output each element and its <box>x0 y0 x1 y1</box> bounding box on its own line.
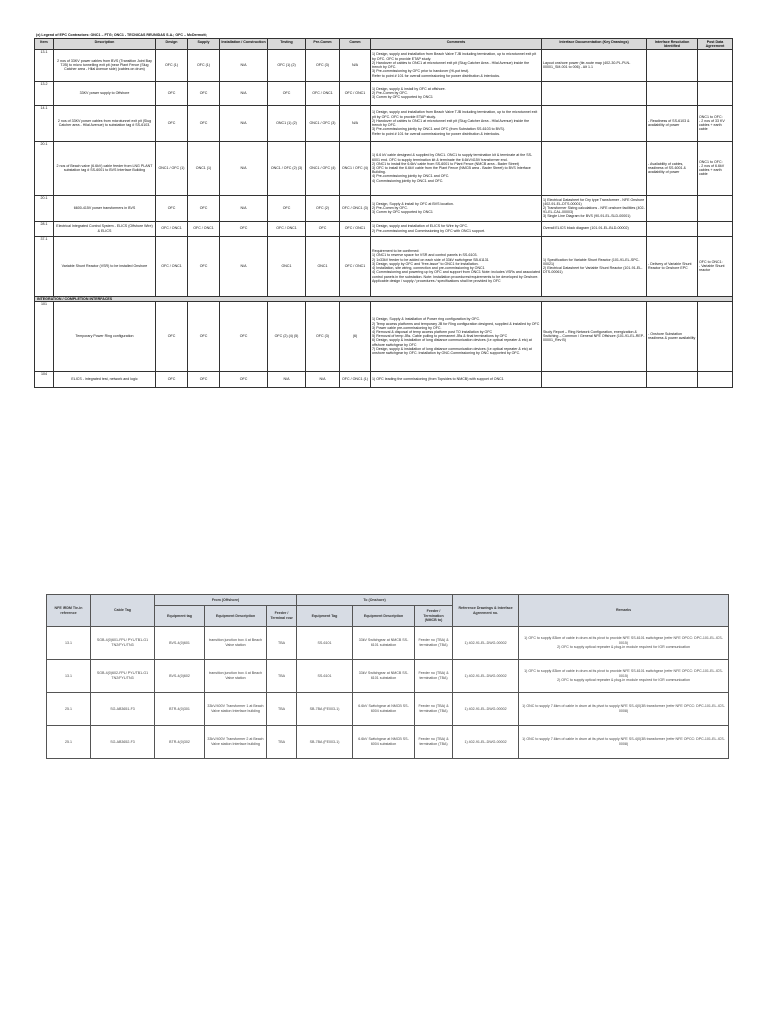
group-header-row <box>47 595 729 606</box>
cell-precomm: ONC1 / OFC (3) <box>306 105 340 141</box>
cell-design: OFC <box>156 81 188 105</box>
cell-install: OFC <box>220 371 268 387</box>
cell-post <box>698 221 733 236</box>
cell-cable: SGB-4(0)602-FPL/ PYL/TB1-G1 TN2/FYL/TN3 <box>91 660 155 693</box>
cell-item: 20.1 <box>35 141 54 195</box>
cell-testing: N/A <box>268 371 306 387</box>
column-header: Interface Resolution Identified <box>647 39 698 50</box>
cell-desc: Variable Shunt Reactor (VSR) to be installed Onshore <box>54 236 156 296</box>
cell-ref: 25.1 <box>47 726 91 759</box>
cell-docs: Study Report – Ring Network Configuration, energization & Switching – Common / General NFE Offshore (101-91-EL-REP-00001_Rev B) <box>542 301 647 371</box>
cell-tdesc: 33kV Switchgear at NMCB SS-6101 substation <box>353 627 415 660</box>
table-header-row <box>35 39 733 50</box>
cell-resolution: - Delivery of Variable Shunt Reactor to Onshore EPC <box>647 236 698 296</box>
cell-remarks: 1) OFC to supply 83km of cable in drum at its pivot to provide NFE SS-6101 switchgear (refer NFE OPCC: DPC-101-EL-ICS-0015) 2) OFC to supply optical repeater & plug-in module required for IGR communication <box>519 660 729 693</box>
cell-desc: 2 nos of 33KV power cables from microtunnel exit pit (Slug Catcher area - Hilal Avenue) to substation tag # SS-6103. <box>54 105 156 141</box>
cell-desc: Temporary Power Ring configuration <box>54 301 156 371</box>
cell-post <box>698 81 733 105</box>
cell-edesc: transition junction box 4 at Beach Valve station <box>205 660 267 693</box>
group-from-header: From (Offshore) <box>155 595 297 606</box>
cell-resolution: - Readiness of SS-6103 & availability of power <box>647 105 698 141</box>
cell-docs <box>542 141 647 195</box>
header-cell: Reference Drawings & Interface Agreement no. <box>453 595 519 627</box>
cell-comments: 1) Design, supply and installation from Beach Valve TJB including termination, up to microtunnel exit pit by OFC. OFC to provide ETAP study. 2) Handover of cables to ONC1 at microtunnel exit pit (Slug Catcher Area - Hilal Avenue) inside the trench by OFC. 3) Pre-commissioning by OFC prior to handover (Hi-pot test). Refer to point # 101 for overall commissioning for power distribution & interlocks. <box>371 49 542 81</box>
table-row <box>35 81 733 105</box>
cable-schedule-table <box>46 594 729 759</box>
cell-comments: Requirement to be confirmed: 1) ONC1 to reserve space for VSR and control panels in SS-6103. 2) 1x33kV feeder to be added on each side of 33kV switchgear SB-61131 3) Design, supply by OFC and "free-issue" to ONC1 for installation. 4) Installation, site wiring, connection and pre-commissioning by ONC1 4) Commissioning and powering up by OFC and support from ONC1 Note: includes VSRs and associated control panels in the substation. Note: Installation procedures/requirements to be developed by Onshore. Applicable design / supply / procedures / specifications shall be provided by OFC <box>371 236 542 296</box>
column-header: Feeder / Termination (NMCB to) <box>415 606 453 627</box>
cell-post <box>698 49 733 81</box>
cell-item: 13.2 <box>35 81 54 105</box>
cell-cable: SG-AB3651-F3 <box>91 693 155 726</box>
column-header: Testing <box>268 39 306 50</box>
column-header: Item <box>35 39 54 50</box>
header-cell: Remarks <box>519 595 729 627</box>
table-row <box>35 371 733 387</box>
cell-testing: OFC <box>268 81 306 105</box>
column-header: Supply <box>188 39 220 50</box>
cell-resolution <box>647 49 698 81</box>
cell-item: 28.1 <box>35 221 54 236</box>
header-cell: NFE IRDM Tie-in reference <box>47 595 91 627</box>
table-body <box>35 49 733 387</box>
column-header: Design <box>156 39 188 50</box>
cell-comments: 1) OFC leading the commissioning (from Topsides to NMCB) with support of ONC1 <box>371 371 542 387</box>
cell-item: 20.1 <box>35 195 54 221</box>
cell-tdesc: 33kV Switchgear at NMCB SS-6101 substation <box>353 660 415 693</box>
cell-resolution <box>647 81 698 105</box>
cell-comments: 1) 6.6 kV cable designed & supplied by ONC1. ONC1 to supply termination kit & terminate at the SS-6001 end. OFC to supply termination kit & terminate the 6.6kV/415V transformer end. 2) ONC1 to install the 6.6kV cable from SS-6001 to Plant Fence (NMCB area - Bader Street) 3) OFC to install the 6.6kV cable from the Plant Fence (NMCB area - Bader Street) to BVS Interface Building. 4) Pre-commissioning jointly by ONC1 and OFC. 4) Commissioning jointly by ONC1 and OFC. <box>371 141 542 195</box>
cell-testing: OFC / ONC1 <box>268 221 306 236</box>
cell-ttag: SB-7BA (FE003-1) <box>297 693 353 726</box>
cell-ttag: SS-6101 <box>297 660 353 693</box>
cell-comm: N/A <box>340 49 371 81</box>
cell-docs: Layout onshore power (tie-route map (402-30-PL-PLN-00001_SM-001 to 006) - Alt 1.1 <box>542 49 647 81</box>
column-header: Comm <box>340 39 371 50</box>
cell-remarks: 1) OFC to supply 83km of cable in drum at its pivot to provide NFE SS-6101 switchgear (refer NFE OPCC: DPC-101-EL-ICS-0015) 2) OFC to supply optical repeater & plug-in module required for IGR communication <box>519 627 729 660</box>
cell-design: OFC (1) <box>156 49 188 81</box>
cell-docs: 1) Electrical Datasheet for Dry type Transformer - NFE Onshore (402-91-EL-DTS-00001) 2) Transformer Sizing calculations - NFE onshore facilities (402-91-EL-CAL-00003) 3) Single Line Diagram for BVS (90-91-EL-SLD-00001) <box>542 195 647 221</box>
cell-edesc: transition junction box 4 at Beach Valve station <box>205 627 267 660</box>
cell-supply: OFC <box>188 195 220 221</box>
cell-post: ONC1 to OFC: - 2 nos of 6.6kV cables + earth cable <box>698 141 733 195</box>
table-row <box>35 236 733 296</box>
cell-install: N/A <box>220 195 268 221</box>
cell-post <box>698 195 733 221</box>
cell-comments: 1) Design, supply and installation of ELICS for Wire by OFC. 2) Pre-commissioning and Commissioning by OFC with ONC1 support. <box>371 221 542 236</box>
legend-text: (x) Legend of EPC Contractors: ONC1 – FTG; ONC1 - TECNICAS REUNIDAS S.A.; OFC – McDermott; <box>36 33 207 37</box>
cell-supply: ONC1 (1) <box>188 141 220 195</box>
cell-design: OFC / ONC1 <box>156 221 188 236</box>
cell-design: ONC1 / OFC (1) <box>156 141 188 195</box>
table-row <box>35 141 733 195</box>
cell-resolution <box>647 371 698 387</box>
cell-comments: 1) Design, supply & install by OFC at offshore. 2) Pre-Comm by OFC. 3) Comm by OFC supported by ONC1 <box>371 81 542 105</box>
cell-post <box>698 371 733 387</box>
cell-design: OFC <box>156 301 188 371</box>
cell-post: ONC1 to OFC: - 2 nos of 33 KV cables + earth cable <box>698 105 733 141</box>
table-row <box>35 49 733 81</box>
group-to-header: To (Onshore) <box>297 595 453 606</box>
cell-ref: 25.1 <box>47 693 91 726</box>
cell-desc: 2 nos of 33KV power cables from BVS (Transition Joint Bay TJB) to micro tunnelling exit pit (near Plant Fence (Slug Catcher area - Hilal Avenue side) (cables on drum) <box>54 49 156 81</box>
cell-testing: OFC <box>268 195 306 221</box>
cell-docs: 1) Specification for Variable Shunt Reactor (101-91-EL-SPC-00021) 2) Electrical Datasheet for Variable Shunt Reactor (101-91-EL-DTS-00061) <box>542 236 647 296</box>
cell-tfeeder: Feeder no (TBA) & termination (TBA) <box>415 693 453 726</box>
cell-item: 101 <box>35 301 54 371</box>
cell-supply: OFC <box>188 236 220 296</box>
cell-item: 13.1 <box>35 49 54 81</box>
cell-etag: BVS-4(0)601 <box>155 627 205 660</box>
column-header: Equipment Tag <box>297 606 353 627</box>
cell-precomm: OFC / ONC1 <box>306 81 340 105</box>
cell-design: OFC <box>156 371 188 387</box>
cell-ttag: SB-7BA (FE003-1) <box>297 726 353 759</box>
cell-cable: SG-AB3652-F3 <box>91 726 155 759</box>
cell-docs <box>542 105 647 141</box>
cell-desc: Electrical Integrated Control System - ELICS (Offshore Wire) & ELICS <box>54 221 156 236</box>
cell-supply: OFC <box>188 81 220 105</box>
cell-precomm: ONC1 / OFC (4) <box>306 141 340 195</box>
cell-comments: 1) Design, Supply & Installation of Power ring configuration by OFC. 2) Temp access platforms and temporary JB for Ring configuration designed, supplied & installed by OFC 3) Power cable pre-commissioning by OFC. 4) Removal & disposal of temp access platform post TO installation by OFC 5) Removal of temp JBs. Cable pulling to permanent JBs & final terminations by OFC 6) Design, supply & installation of long distance communication devices (i.e optical repeater & etc) at offshore switchgear by OFC 7) Design, supply & installation of long distance communication devices (i.e optical repeater & etc) at onshore switchgear by OFC. Installation by ONC.Commissioning by ONC supported by OFC. <box>371 301 542 371</box>
cell-supply: OFC <box>188 105 220 141</box>
cell-remarks: 1) ONC to supply 7.6km of cable in drum at its pivot to supply NFE SS-4(0)3B transformer (refer NFE OPCC: DPC-101-EL-ICS-0008) <box>519 693 729 726</box>
cell-comm: OFC / ONC1 (1) <box>340 371 371 387</box>
cell-precomm: OFC <box>306 221 340 236</box>
cell-supply: OFC / ONC1 <box>188 221 220 236</box>
column-header: Equipment tag <box>155 606 205 627</box>
cell-etag: BTR-4(0)301 <box>155 693 205 726</box>
cell-item: 37.1 <box>35 236 54 296</box>
column-header: Interface Documentation (Key Drawings) <box>542 39 647 50</box>
cell-cable: SGB-4(0)601-FPL/ PYL/TB1-G1 TN2/FYL/TN3 <box>91 627 155 660</box>
table-row <box>35 221 733 236</box>
cell-resolution <box>647 195 698 221</box>
cell-supply: OFC (1) <box>188 49 220 81</box>
section-title: INTEGRATION / COMPLETION INTERFACES <box>35 296 733 301</box>
cell-edesc: 33kV/400V Transformer 2 at Beach Valve station Interface building <box>205 726 267 759</box>
cell-tdesc: 6.6kV Switchgear at NMCB SS-6004 substation <box>353 693 415 726</box>
table-row <box>47 627 729 660</box>
cell-item: 14.1 <box>35 105 54 141</box>
cell-precomm: ONC1 <box>306 236 340 296</box>
cell-feeder: TBA <box>267 627 297 660</box>
cell-tdesc: 6.6kV Switchgear at NMCB SS-6004 substation <box>353 726 415 759</box>
header-cell: Cable Tag <box>91 595 155 627</box>
cell-tfeeder: Feeder no (TBA) & termination (TBA) <box>415 660 453 693</box>
cell-install: OFC <box>220 301 268 371</box>
table-row <box>47 660 729 693</box>
cell-precomm: N/A <box>306 371 340 387</box>
cell-etag: BTR-4(0)302 <box>155 726 205 759</box>
column-header: Pre-Comm <box>306 39 340 50</box>
interface-matrix-table <box>34 38 733 388</box>
cell-install: N/A <box>220 236 268 296</box>
cell-design: OFC <box>156 195 188 221</box>
cell-comm: (6) <box>340 301 371 371</box>
cell-comm: OFC / ONC1 <box>340 221 371 236</box>
cell-design: OFC / ONC1 <box>156 236 188 296</box>
column-header: Feeder / Terminal row <box>267 606 297 627</box>
cell-refdwg: 1) 402-91-EL-DWG-00002 <box>453 660 519 693</box>
cell-comments: 1) Design, supply and installation from Beach Valve TJB including termination, up to the microtunnel exit pit by OFC. OFC to provide ETAP study. 2) Handover of cables to ONC1 at microtunnel exit pit (Slug Catcher Area - Hilal Avenue) inside the trench by OFC. 3) Pre-commissioning jointly by ONC1 and OFC (from Substation SS-6103 to BVS). Refer to point # 101 for overall commissioning for power distribution & interlocks. <box>371 105 542 141</box>
cell-desc: 33KV power supply to Offshore <box>54 81 156 105</box>
cell-docs <box>542 81 647 105</box>
cell-item: 104 <box>35 371 54 387</box>
cell-install: N/A <box>220 105 268 141</box>
cell-precomm: OFC (3) <box>306 49 340 81</box>
cell-comm: N/A <box>340 105 371 141</box>
column-header: Post Data Agreement <box>698 39 733 50</box>
column-header: Comments <box>371 39 542 50</box>
cell-etag: BVS-4(0)602 <box>155 660 205 693</box>
cell-feeder: TBA <box>267 726 297 759</box>
cell-testing: OFC (2) (4) (5) <box>268 301 306 371</box>
cell-docs: Overall ELICS block diagram (101-91-EL-BLD-00002) <box>542 221 647 236</box>
cell-remarks: 1) ONC to supply 7.6km of cable in drum at its pivot to supply NFE SS-4(0)3B transformer (refer NFE OPCC: DPC-101-EL-ICS-0008) <box>519 726 729 759</box>
cell-comments: 1) Design, Supply & install by OFC at BVS location. 2) Pre-Comm by OFC. 3) Comm by OFC supported by ONC1 <box>371 195 542 221</box>
cell-comm: OFC / ONC1 <box>340 81 371 105</box>
cell-feeder: TBA <box>267 660 297 693</box>
cell-refdwg: 1) 402-91-EL-DWG-00002 <box>453 627 519 660</box>
cell-comm: OFC / ONC1 (3) <box>340 195 371 221</box>
cell-install: N/A <box>220 141 268 195</box>
cell-resolution <box>647 221 698 236</box>
column-header: Equipment Description <box>353 606 415 627</box>
table-body <box>47 627 729 759</box>
cell-desc: 2 nos of Beach valve (6.6kV) cable feeder from LNG PLANT substation tag # SS-6001 to BVS Interface Building <box>54 141 156 195</box>
table-row <box>47 726 729 759</box>
table-row <box>47 693 729 726</box>
cell-refdwg: 1) 402-91-EL-DWG-00002 <box>453 726 519 759</box>
cell-testing: ONC1 / OFC (2) (3) <box>268 141 306 195</box>
cell-testing: ONC1 <box>268 236 306 296</box>
table-row <box>35 195 733 221</box>
cell-resolution: - Availability of cables, readiness of SS-6001 & availability of power <box>647 141 698 195</box>
cell-ref: 13.1 <box>47 660 91 693</box>
cell-desc: ELICS - integrated test, network and logic <box>54 371 156 387</box>
cell-supply: OFC <box>188 301 220 371</box>
cell-refdwg: 1) 402-91-EL-DWG-00002 <box>453 693 519 726</box>
cell-design: OFC <box>156 105 188 141</box>
column-header: Installation / Construction <box>220 39 268 50</box>
cell-ref: 13.1 <box>47 627 91 660</box>
cell-desc: 6600-415V power transformers in BVS <box>54 195 156 221</box>
table-row <box>35 105 733 141</box>
cell-docs <box>542 371 647 387</box>
cell-supply: OFC <box>188 371 220 387</box>
cell-edesc: 33kV/400V Transformer 1 at Beach Valve station Interface building <box>205 693 267 726</box>
cell-tfeeder: Feeder no (TBA) & termination (TBA) <box>415 627 453 660</box>
cell-ttag: SS-6101 <box>297 627 353 660</box>
cell-precomm: OFC (3) <box>306 301 340 371</box>
cell-post <box>698 301 733 371</box>
table-row <box>35 301 733 371</box>
cell-tfeeder: Feeder no (TBA) & termination (TBA) <box>415 726 453 759</box>
cell-install: OFC <box>220 221 268 236</box>
cell-testing: OFC (1) (2) <box>268 49 306 81</box>
cell-post: OFC to ONC1: - Variable Shunt reactor <box>698 236 733 296</box>
cell-resolution: - Onshore Substation readiness & power availability <box>647 301 698 371</box>
cell-install: N/A <box>220 49 268 81</box>
column-header: Description <box>54 39 156 50</box>
cell-testing: ONC1 (1) (2) <box>268 105 306 141</box>
cell-install: N/A <box>220 81 268 105</box>
cell-precomm: OFC (2) <box>306 195 340 221</box>
cell-feeder: TBA <box>267 693 297 726</box>
cell-comm: OFC / ONC1 <box>340 236 371 296</box>
cell-comm: ONC1 / OFC (4) <box>340 141 371 195</box>
column-header: Equipment Description <box>205 606 267 627</box>
